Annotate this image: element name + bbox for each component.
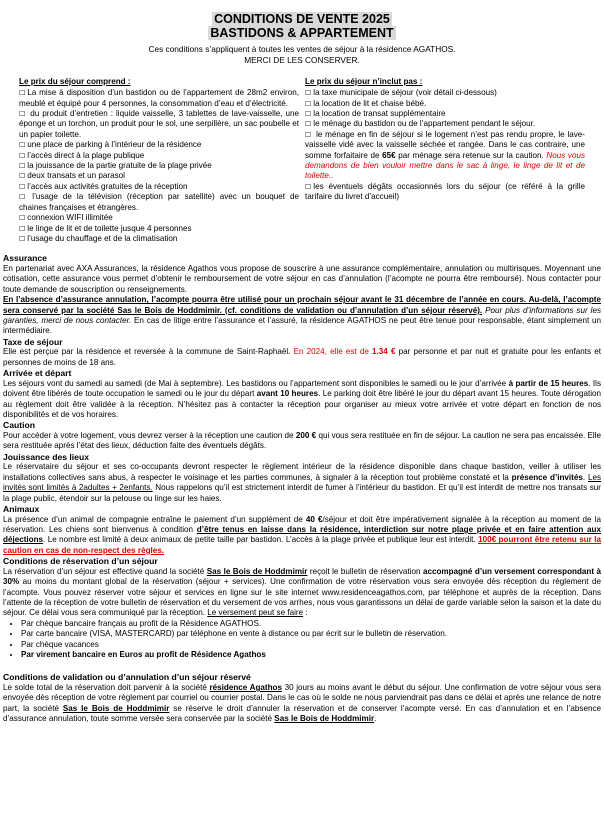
list-item: • Par chèque bancaire français au profit de la Résidence AGATHOS. [21, 619, 601, 629]
animals-section [3, 504, 601, 556]
checkbox-icon: ☐ [305, 120, 312, 129]
list-item: ☐ connexion WIFI illimitée [19, 213, 113, 223]
list-item: ☐ l’accès aux activités gratuites de la réception [19, 181, 188, 191]
excluded-list [305, 88, 585, 202]
list-item: • Par chèque vacances [21, 640, 601, 650]
checkbox-icon: ☐ [305, 110, 312, 119]
list-item: ☐ deux transats et un parasol [19, 171, 125, 181]
list-item: ☐ le ménage du bastidon ou de l’appartement pendant le séjour. [305, 119, 536, 129]
intro-text [3, 44, 601, 66]
list-item: ☐ les éventuels dégâts occasionnés lors du séjour (ce référé à la grille tarifaire du livret d’accueil) [305, 181, 585, 202]
deposit-text: Pour accéder à votre logement, vous devrez verser à la réception une caution de 200 € qui vous sera restituée en fin de séjour. La caution ne sera pas encaissée. Elle sera restituée après l’état des lieux, déduction faite des éventuels dégâts. [3, 430, 602, 451]
list-item: ☐ une place de parking à l’intérieur de la résidence [19, 140, 202, 150]
checkbox-icon: ☐ [19, 151, 26, 160]
insurance-text: En partenariat avec AXA Assurances, la résidence Agathos vous propose de souscrire à une assurance complémentaire, annulation ou multirisques. Moyennant une cotisation, cette assurance vous permet d’obtenir le remboursement de votre séjour en cas d’annulation (l’acompte ne pourra être remboursé). Nous contacter pour toute demande de souscription ou renseignements. [3, 263, 601, 294]
document-subtitle: BASTIDONS & APPARTEMENT [210, 26, 394, 41]
checkbox-icon: ☐ [305, 182, 312, 191]
checkbox-icon: ☐ [19, 182, 26, 191]
arrival-text: Les séjours vont du samedi au samedi (de Mai à septembre). Les bastidons ou l’appartement sont disponibles le samedi ou le jour d’arrivée à partir de 15 heures. Ils doivent être libérés de toute occupation le samedi ou le jour du départ avant 10 heures. Le parking doit être libéré le jour du départ avant 15 heures. Toute dérogation au règlement doit être validée à la réception. N’hésitez pas à contacter la réception pour organiser au mieux votre arrivée et votre départ en fonction de nos disponibilités et de vos horaires. [3, 378, 601, 419]
list-item: • Par virement bancaire en Euros au profit de Résidence Agathos [21, 650, 601, 660]
validation-heading: Conditions de validation ou d’annulation d’un séjour réservé [3, 672, 251, 683]
document-title: CONDITIONS DE VENTE 2025 [214, 12, 390, 26]
included-list [19, 88, 299, 244]
checkbox-icon: ☐ [19, 141, 26, 150]
tax-section [3, 337, 601, 368]
checkbox-icon: ☐ [19, 162, 26, 171]
payment-methods-list [3, 619, 601, 661]
booking-heading: Conditions de réservation d’un séjour [3, 556, 158, 567]
animals-heading: Animaux [3, 504, 40, 514]
tax-text: Elle est perçue par la résidence et reversée à la commune de Saint-Raphaël. En 2024, elle est de 1.34 € par personne et par nuit et gratuite pour les enfants et personnes de moins de 18 ans. [3, 347, 601, 367]
booking-section [3, 556, 601, 660]
booking-text: La réservation d’un séjour est effective quand la société Sas le Bois de Hoddmimir reçoit le bulletin de réservation accompagné d’un versement correspondant à 30% au moins du montant global de la réservation (séjour + services). Une confirmation de votre réservation vous sera envoyée dès réception du règlement de l’acompte. Vous pouvez réserver votre séjour et services en ligne sur le site internet www.residenceagathos.com, par téléphone et auprès de la réception. Dans l’attente de la réception de votre bulletin de réservation et du versement de vos arrhes, nous vous garantissons un délai de garde variable selon la saison et la date du séjour. Ce délai vous sera communiqué par la réception. Le versement peut se faire : [3, 566, 601, 618]
intro-line-1: Ces conditions s’appliquent à toutes les ventes de séjour à la résidence AGATHOS. [148, 43, 456, 54]
tax-heading: Taxe de séjour [3, 336, 63, 347]
list-item: ☐ la location de lit et chaise bébé. [305, 98, 427, 108]
premises-heading: Jouissance des lieux [3, 451, 89, 462]
insurance-section [3, 253, 601, 336]
deposit-heading: Caution [3, 420, 35, 431]
list-item: ☐ le linge de lit et de toilette jusque 4 personnes [19, 223, 192, 233]
checkbox-icon: ☐ [305, 130, 312, 139]
checkbox-icon: ☐ [19, 224, 26, 233]
excluded-heading: Le prix du séjour n’inclut pas : [305, 76, 423, 86]
list-item: ☐ la location de transat supplémentaire [305, 109, 446, 119]
premises-section [3, 452, 601, 504]
included-heading: Le prix du séjour comprend : [19, 76, 131, 86]
checkbox-icon: ☐ [19, 89, 26, 98]
checkbox-icon: ☐ [19, 214, 26, 223]
validation-section [3, 672, 601, 724]
checkbox-icon: ☐ [19, 172, 26, 181]
intro-line-2: MERCI DE LES CONSERVER. [244, 54, 360, 65]
checkbox-icon: ☐ [305, 99, 312, 108]
insurance-heading: Assurance [3, 253, 47, 264]
checkbox-icon: ☐ [305, 89, 312, 98]
list-item: ☐ l’usage du chauffage et de la climatisation [19, 233, 178, 243]
arrival-heading: Arrivée et départ [3, 368, 72, 379]
list-item: • Par carte bancaire (VISA, MASTERCARD) par téléphone en vente à distance ou par écrit sur le bulletin de réservation. [21, 629, 601, 639]
list-item: ☐ l’usage de la télévision (réception par satellite) avec un bouquet de chaines françaises et étrangères. [19, 192, 300, 212]
arrival-section [3, 368, 601, 420]
list-item: ☐ l’accès direct à la plage publique [19, 150, 145, 160]
animals-text: La présence d’un animal de compagnie entraîne le paiement d’un supplément de 40 €/séjour et doit être impérativement signalée à la réception au moment de la réservation. Les chiens sont bienvenus à condition d’être tenus en laisse dans la résidence, interdiction sur notre plage privée et en faire attention aux déjections. Le nombre est limité à deux animaux de petite taille par bastidon. L’accès à la plage privée et publique leur est interdit. 100€ pourront être retenu sur la caution en cas de non-respect des règles. [3, 514, 601, 555]
list-item: ☐ La mise à disposition d’un bastidon ou de l’appartement de 28m2 environ, meublé et équipé pour 4 personnes, la consommation d’eau et d’électricité. [19, 88, 299, 108]
checkbox-icon: ☐ [19, 110, 26, 119]
checkbox-icon: ☐ [19, 193, 26, 202]
title-block [3, 12, 601, 66]
list-item: ☐ la taxe municipale de séjour (voir détail ci-dessous) [305, 88, 497, 98]
premises-text: Le réservataire du séjour et ses co-occupants devront respecter le règlement intérieur de la résidence disponible dans chaque bastidon, veiller à utiliser les installations collectives sans abus, à respecter le voisinage et les parties communes, à signaler à la réception tout problème constaté et la présence d’invités. Les invités sont limités à 2adultes + 2enfants. Nous rappelons qu’il est strictement interdit de fumer à l’intérieur du bastidon. Et qu’il est interdit de mettre nos transats sur la plage public, étendoir sur la pelouse ou linge sur les haies. [3, 462, 601, 503]
included-column [19, 77, 299, 245]
validation-text: Le solde total de la réservation doit parvenir à la société résidence Agathos 30 jours au moins avant le début du séjour. Une confirmation de votre séjour vous sera envoyée dès réception de votre règlement par courriel ou courrier postal. Dans le cas où le solde ne nous parviendrait pas dans ce délai et après une relance de notre part, la société Sas le Bois de Hoddmimir se réserve le droit d’annuler la réservation et de conserver l’acompte versé. En cas d’annulation et en l’absence d’assurance annulation, toute somme versée sera conservée par la société Sas le Bois de Hoddmimir. [3, 683, 602, 724]
checkbox-icon: ☐ [19, 234, 26, 243]
price-columns [3, 77, 601, 245]
list-item: ☐ du produit d’entretien : liquide vaisselle, 3 tablettes de lave-vaisselle, une éponge et un torchon, un produit pour le sol, une serpillère, un sac poubelle et un papier toilette. [19, 109, 299, 139]
insurance-cancellation-text: En l’absence d’assurance annulation, l’acompte pourra être utilisé pour un prochain séjour avant le 31 décembre de l’année en cours. Au-delà, l’acompte sera conservé par la société Sas le Bois de Hoddmimir. (cf. conditions de validation ou d’annulation d’un séjour réservé). Pour plus d’informations sur les garanties, merci de nous contacter. En cas de litige entre l’assurance et l’assuré, la résidence AGATHOS ne peut être tenue pour responsable, étant simplement un intermédiaire. [3, 295, 601, 336]
excluded-column [305, 77, 585, 245]
list-item: ☐ le ménage en fin de séjour si le logement n’est pas rendu propre, le lave-vaisselle vidé avec la vaisselle séchée et rangée. Dans le cas contraire, une somme forfaitaire de 65€ par ménage sera retenue sur la caution. Nous vous demandons de bien vouloir mettre dans le sac à linge, le linge de lit et de toilette.. [305, 129, 586, 181]
deposit-section [3, 420, 601, 451]
list-item: ☐ la jouissance de la partie gratuite de la plage privée [19, 161, 212, 171]
